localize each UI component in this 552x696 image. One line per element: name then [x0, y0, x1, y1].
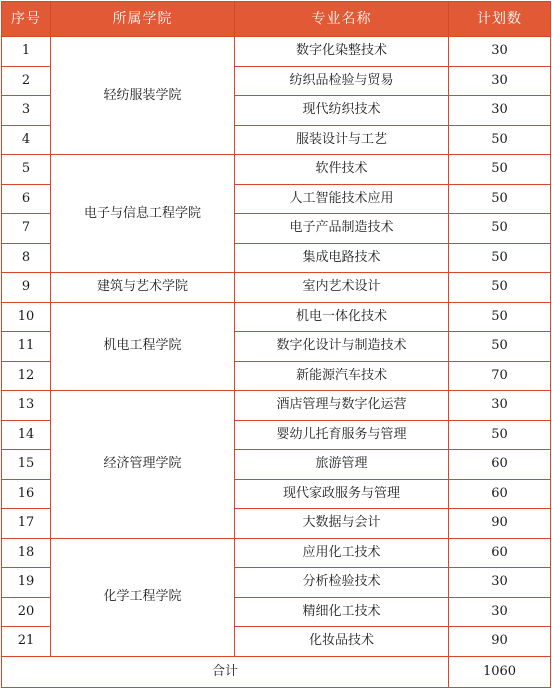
cell-plan: 90 [449, 509, 551, 539]
cell-major: 精细化工技术 [235, 597, 449, 627]
cell-major: 室内艺术设计 [235, 273, 449, 303]
table-row [2, 155, 551, 185]
cell-seq: 20 [2, 597, 51, 627]
cell-major: 酒店管理与数字化运营 [235, 391, 449, 421]
table-body [2, 37, 551, 657]
cell-seq: 17 [2, 509, 51, 539]
cell-plan: 30 [449, 391, 551, 421]
cell-major: 婴幼儿托育服务与管理 [235, 420, 449, 450]
enrollment-plan-table [1, 1, 551, 688]
cell-major: 机电一体化技术 [235, 302, 449, 332]
cell-plan: 50 [449, 184, 551, 214]
table-row [2, 302, 551, 332]
cell-major: 新能源汽车技术 [235, 361, 449, 391]
cell-college: 建筑与艺术学院 [51, 273, 235, 303]
cell-seq: 18 [2, 538, 51, 568]
cell-major: 大数据与会计 [235, 509, 449, 539]
header-seq: 序号 [2, 2, 51, 37]
table-row [2, 391, 551, 421]
table-header-row [2, 2, 551, 37]
header-college: 所属学院 [51, 2, 235, 37]
cell-plan: 50 [449, 155, 551, 185]
cell-college: 轻纺服装学院 [51, 37, 235, 155]
cell-college: 化学工程学院 [51, 538, 235, 656]
cell-major: 化妆品技术 [235, 627, 449, 657]
cell-plan: 50 [449, 273, 551, 303]
header-plan: 计划数 [449, 2, 551, 37]
cell-major: 软件技术 [235, 155, 449, 185]
cell-seq: 1 [2, 37, 51, 67]
cell-major: 现代纺织技术 [235, 96, 449, 126]
cell-plan: 60 [449, 479, 551, 509]
cell-plan: 50 [449, 420, 551, 450]
cell-seq: 7 [2, 214, 51, 244]
total-label: 合计 [2, 656, 449, 687]
cell-major: 数字化设计与制造技术 [235, 332, 449, 362]
cell-seq: 19 [2, 568, 51, 598]
total-row [2, 656, 551, 687]
cell-major: 电子产品制造技术 [235, 214, 449, 244]
cell-plan: 50 [449, 302, 551, 332]
cell-seq: 21 [2, 627, 51, 657]
cell-plan: 30 [449, 66, 551, 96]
cell-major: 纺织品检验与贸易 [235, 66, 449, 96]
cell-seq: 3 [2, 96, 51, 126]
cell-seq: 14 [2, 420, 51, 450]
cell-college: 机电工程学院 [51, 302, 235, 391]
table-row [2, 273, 551, 303]
cell-plan: 50 [449, 214, 551, 244]
header-major: 专业名称 [235, 2, 449, 37]
total-value: 1060 [449, 656, 551, 687]
cell-seq: 12 [2, 361, 51, 391]
cell-seq: 9 [2, 273, 51, 303]
cell-plan: 50 [449, 125, 551, 155]
cell-seq: 5 [2, 155, 51, 185]
cell-seq: 8 [2, 243, 51, 273]
cell-plan: 60 [449, 538, 551, 568]
cell-plan: 50 [449, 243, 551, 273]
cell-plan: 30 [449, 568, 551, 598]
cell-plan: 60 [449, 450, 551, 480]
cell-plan: 30 [449, 96, 551, 126]
cell-college: 电子与信息工程学院 [51, 155, 235, 273]
cell-major: 服装设计与工艺 [235, 125, 449, 155]
cell-major: 分析检验技术 [235, 568, 449, 598]
cell-seq: 4 [2, 125, 51, 155]
cell-plan: 70 [449, 361, 551, 391]
cell-seq: 11 [2, 332, 51, 362]
cell-plan: 30 [449, 37, 551, 67]
cell-seq: 2 [2, 66, 51, 96]
cell-major: 数字化染整技术 [235, 37, 449, 67]
cell-seq: 13 [2, 391, 51, 421]
cell-seq: 10 [2, 302, 51, 332]
table-row [2, 538, 551, 568]
cell-seq: 15 [2, 450, 51, 480]
cell-plan: 50 [449, 332, 551, 362]
cell-major: 人工智能技术应用 [235, 184, 449, 214]
cell-seq: 6 [2, 184, 51, 214]
cell-major: 旅游管理 [235, 450, 449, 480]
cell-major: 现代家政服务与管理 [235, 479, 449, 509]
cell-major: 集成电路技术 [235, 243, 449, 273]
table-row [2, 37, 551, 67]
cell-college: 经济管理学院 [51, 391, 235, 539]
cell-major: 应用化工技术 [235, 538, 449, 568]
enrollment-plan-table-container [1, 1, 551, 688]
cell-plan: 90 [449, 627, 551, 657]
cell-seq: 16 [2, 479, 51, 509]
cell-plan: 30 [449, 597, 551, 627]
